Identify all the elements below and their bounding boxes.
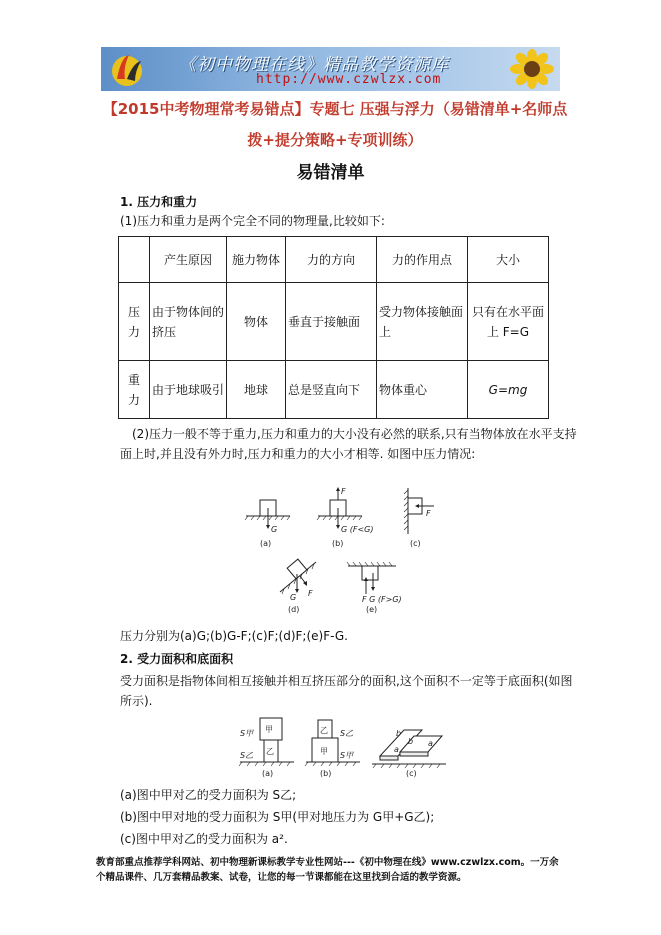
part2-line1: 受力面积是指物体间相互接触并相互挤压部分的面积,这个面积不一定等于底面积(如图 [120,674,573,688]
svg-text:G (F<G): G (F<G) [341,525,374,534]
svg-text:F: F [308,589,313,598]
area-figures [236,714,448,780]
figure-a [245,500,290,548]
table-row [119,361,549,419]
svg-text:(a): (a) [262,769,274,778]
banner-title: 《初中物理在线》精品教学资源库 [179,55,449,75]
table-header-cell: 大小 [468,237,549,283]
svg-text:a: a [428,739,433,748]
site-logo-icon [107,49,147,89]
table-header-cell: 力的作用点 [377,237,468,283]
svg-text:乙: 乙 [266,747,274,756]
comparison-table [118,236,549,419]
part2-title: 2. 受力面积和底面积 [120,652,234,666]
svg-text:甲: 甲 [265,725,273,734]
figure-b [317,487,374,548]
pressure-summary: 压力分别为(a)G;(b)G-F;(c)F;(d)F;(e)F-G. [120,629,348,643]
table-cell: 由于物体间的挤压 [150,283,227,361]
table-cell: 物体重心 [377,361,468,419]
svg-text:a: a [394,745,399,754]
area-figure-b [305,720,360,778]
svg-text:b: b [396,729,402,738]
table-header-cell: 产生原因 [150,237,227,283]
table-row [119,283,549,361]
svg-text:甲: 甲 [320,747,328,756]
svg-text:(d): (d) [288,605,300,614]
section-title: 易错清单 [296,163,365,183]
table-cell: 总是竖直向下 [286,361,377,419]
table-cell: 地球 [227,361,286,419]
banner-url[interactable]: http://www.czwlzx.com [256,72,442,87]
svg-text:(a): (a) [260,539,272,548]
table-header-row [119,237,549,283]
svg-text:F G (F>G): F G (F>G) [362,595,402,604]
part2-item-b: (b)图中甲对地的受力面积为 S甲(甲对地压力为 G甲+G乙); [120,810,435,824]
table-cell: 由于地球吸引 [150,361,227,419]
table-cell: 物体 [227,283,286,361]
table-header-cell: 施力物体 [227,237,286,283]
figure-e [347,562,402,614]
part1-para2-line2: 面上时,并且没有外力时,压力和重力的大小才相等. 如图中压力情况: [120,447,476,461]
svg-text:S乙: S乙 [240,751,254,760]
part1-para2-line1: (2)压力一般不等于重力,压力和重力的大小没有必然的联系,只有当物体放在水平支持 [132,427,577,441]
table-cell: 垂直于接触面 [286,283,377,361]
svg-text:G: G [271,525,278,534]
svg-text:(b): (b) [332,539,344,548]
svg-text:(c): (c) [410,539,421,548]
svg-text:F: F [341,487,346,496]
table-cell: 压 力 [119,283,150,361]
sunflower-icon [510,49,554,89]
header-banner [101,47,560,91]
page-footer [96,855,576,885]
area-figure-c [372,729,446,778]
figure-c [404,488,434,548]
footer-line-2: 个精品课件、几万套精品教案、试卷，让您的每一节课都能在这里找到合适的教学资源。 [96,872,467,883]
svg-text:S乙: S乙 [340,729,354,738]
part1-intro: (1)压力和重力是两个完全不同的物理量,比较如下: [120,214,385,228]
table-header-cell [119,237,150,283]
svg-text:G: G [290,593,297,602]
svg-text:F: F [426,509,431,518]
table-cell: G=mg [468,361,549,419]
part2-line2: 所示). [120,694,153,708]
table-cell: 受力物体接触面上 [377,283,468,361]
figure-d [280,559,316,614]
svg-text:b: b [408,737,414,746]
svg-text:(c): (c) [406,769,417,778]
document-heading: 【2015中考物理常考易错点】专题七 压强与浮力（易错清单+名师点拨+提分策略+专项训练） [102,100,568,149]
part2-item-c: (c)图中甲对乙的受力面积为 a². [120,832,288,846]
svg-text:S甲: S甲 [340,751,354,760]
part1-title: 1. 压力和重力 [120,195,198,209]
svg-text:(e): (e) [366,605,378,614]
table-cell: 只有在水平面上 F=G [468,283,549,361]
svg-text:S甲: S甲 [240,729,254,738]
svg-text:乙: 乙 [320,726,328,735]
part2-item-a: (a)图中甲对乙的受力面积为 S乙; [120,788,297,802]
area-figure-a [239,718,294,778]
table-header-cell: 力的方向 [286,237,377,283]
svg-text:(b): (b) [320,769,332,778]
pressure-figures [240,484,450,614]
footer-line-1: 教育部重点推荐学科网站、初中物理新课标教学专业性网站---《初中物理在线》www.czwlzx.com。一万余 [96,857,559,868]
table-cell: 重 力 [119,361,150,419]
